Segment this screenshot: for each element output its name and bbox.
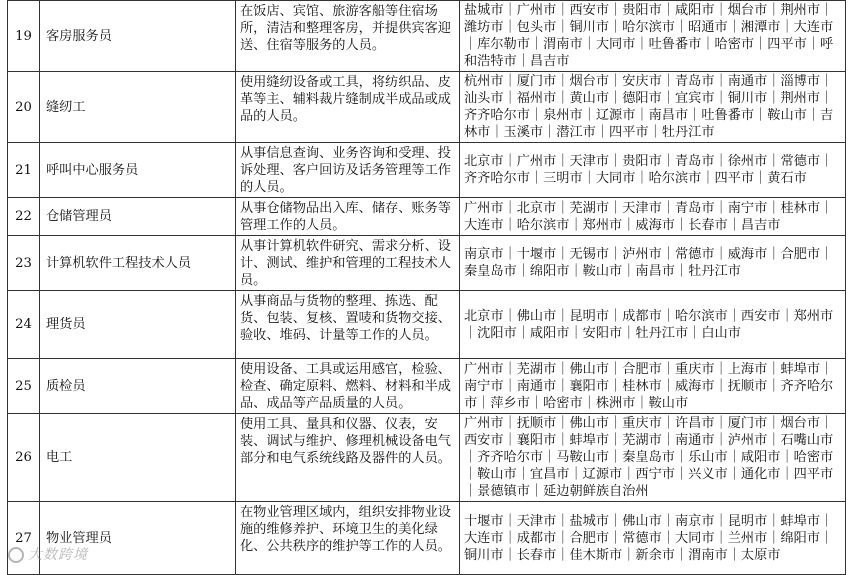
- table-row: [8, 502, 846, 575]
- city-list: 南京市｜十堰市｜无锡市｜泸州市｜常德市｜威海市｜合肥市｜秦皇岛市｜绵阳市｜鞍山市｜南昌市｜牡丹江市: [460, 236, 846, 291]
- table-row: [8, 359, 846, 414]
- occupation-title: 电工: [40, 414, 236, 502]
- row-number: 21: [8, 143, 40, 198]
- occupation-description: 从事商品与货物的整理、拣选、配货、包装、复核、置唛和货物交接、验收、堆码、计量等工作的人员。: [236, 291, 460, 359]
- table-row: [8, 1, 846, 72]
- occupation-title: 缝纫工: [40, 72, 236, 143]
- city-list: 盐城市｜广州市｜西安市｜贵阳市｜咸阳市｜烟台市｜荆州市｜潍坊市｜包头市｜铜川市｜哈尔滨市｜昭通市｜湘潭市｜大连市｜库尔勒市｜渭南市｜大同市｜吐鲁番市｜哈密市｜四平市｜呼和浩特市｜昌吉市: [460, 1, 846, 72]
- row-number: 27: [8, 502, 40, 575]
- table-row: [8, 72, 846, 143]
- occupation-title: 客房服务员: [40, 1, 236, 72]
- city-list: 广州市｜芜湖市｜佛山市｜合肥市｜重庆市｜上海市｜蚌埠市｜南宁市｜南通市｜襄阳市｜桂林市｜威海市｜抚顺市｜齐齐哈尔市｜萍乡市｜哈密市｜株洲市｜鞍山市: [460, 359, 846, 414]
- table-row: [8, 143, 846, 198]
- city-list: 北京市｜佛山市｜昆明市｜成都市｜哈尔滨市｜西安市｜郑州市｜沈阳市｜咸阳市｜安阳市｜牡丹江市｜白山市: [460, 291, 846, 359]
- occupation-title: 物业管理员: [40, 502, 236, 575]
- occupation-description: 在饭店、宾馆、旅游客船等住宿场所，清洁和整理客房，并提供宾客迎送、住宿等服务的人员。: [236, 1, 460, 72]
- occupation-description: 使用设备、工具或运用感官，检验、检查、确定原料、燃料、材料和半成品、成品等产品质量的人员。: [236, 359, 460, 414]
- occupation-title: 仓储管理员: [40, 198, 236, 236]
- watermark: [8, 544, 88, 564]
- city-list: 十堰市｜天津市｜盐城市｜佛山市｜南京市｜昆明市｜蚌埠市｜大连市｜成都市｜合肥市｜常德市｜大同市｜兰州市｜绵阳市｜铜川市｜长春市｜佳木斯市｜新余市｜渭南市｜太原市: [460, 502, 846, 575]
- row-number: 25: [8, 359, 40, 414]
- row-number: 20: [8, 72, 40, 143]
- row-number: 22: [8, 198, 40, 236]
- city-list: 杭州市｜厦门市｜烟台市｜安庆市｜青岛市｜南通市｜淄博市｜汕头市｜福州市｜黄山市｜德阳市｜宜宾市｜铜川市｜荆州市｜齐齐哈尔市｜泉州市｜辽源市｜南昌市｜吐鲁番市｜鞍山市｜吉林市｜玉溪市｜潜江市｜四平市｜牡丹江市: [460, 72, 846, 143]
- watermark-logo-icon: [8, 547, 24, 563]
- row-number: 23: [8, 236, 40, 291]
- occupation-description: 从事信息查询、业务咨询和受理、投诉处理、客户回访及话务管理等工作的人员。: [236, 143, 460, 198]
- row-number: 24: [8, 291, 40, 359]
- table-row: [8, 198, 846, 236]
- occupation-title: 理货员: [40, 291, 236, 359]
- city-list: 广州市｜北京市｜芜湖市｜天津市｜青岛市｜南宁市｜桂林市｜大连市｜哈尔滨市｜郑州市｜威海市｜长春市｜昌吉市: [460, 198, 846, 236]
- occupation-description: 从事计算机软件研究、需求分析、设计、测试、维护和管理的工程技术人员。: [236, 236, 460, 291]
- table-row: [8, 291, 846, 359]
- occupation-title: 质检员: [40, 359, 236, 414]
- city-list: 广州市｜抚顺市｜佛山市｜重庆市｜许昌市｜厦门市｜烟台市｜西安市｜襄阳市｜蚌埠市｜芜湖市｜南通市｜泸州市｜石嘴山市｜齐齐哈尔市｜马鞍山市｜秦皇岛市｜乐山市｜咸阳市｜哈密市｜鞍山市｜宜昌市｜辽源市｜西宁市｜兴义市｜通化市｜四平市｜景德镇市｜延边朝鲜族自治州: [460, 414, 846, 502]
- city-list: 北京市｜广州市｜天津市｜贵阳市｜青岛市｜徐州市｜常德市｜齐齐哈尔市｜三明市｜大同市｜哈尔滨市｜四平市｜黄石市: [460, 143, 846, 198]
- occupation-description: 从事仓储物品出入库、储存、账务等管理工作的人员。: [236, 198, 460, 236]
- watermark-text: 大数跨境: [28, 547, 88, 563]
- occupation-description: 使用缝纫设备或工具，将纺织品、皮革等主、辅料裁片缝制成半成品或成品的人员。: [236, 72, 460, 143]
- row-number: 19: [8, 1, 40, 72]
- table-row: [8, 414, 846, 502]
- occupation-description: 使用工具、量具和仪器、仪表，安装、调试与维护、修理机械设备电气部分和电气系统线路及器件的人员。: [236, 414, 460, 502]
- occupation-title: 呼叫中心服务员: [40, 143, 236, 198]
- occupation-description: 在物业管理区域内，组织安排物业设施的维修养护、环境卫生的美化绿化、公共秩序的维护等工作的人员。: [236, 502, 460, 575]
- occupation-table: [7, 0, 846, 575]
- table-row: [8, 236, 846, 291]
- row-number: 26: [8, 414, 40, 502]
- occupation-title: 计算机软件工程技术人员: [40, 236, 236, 291]
